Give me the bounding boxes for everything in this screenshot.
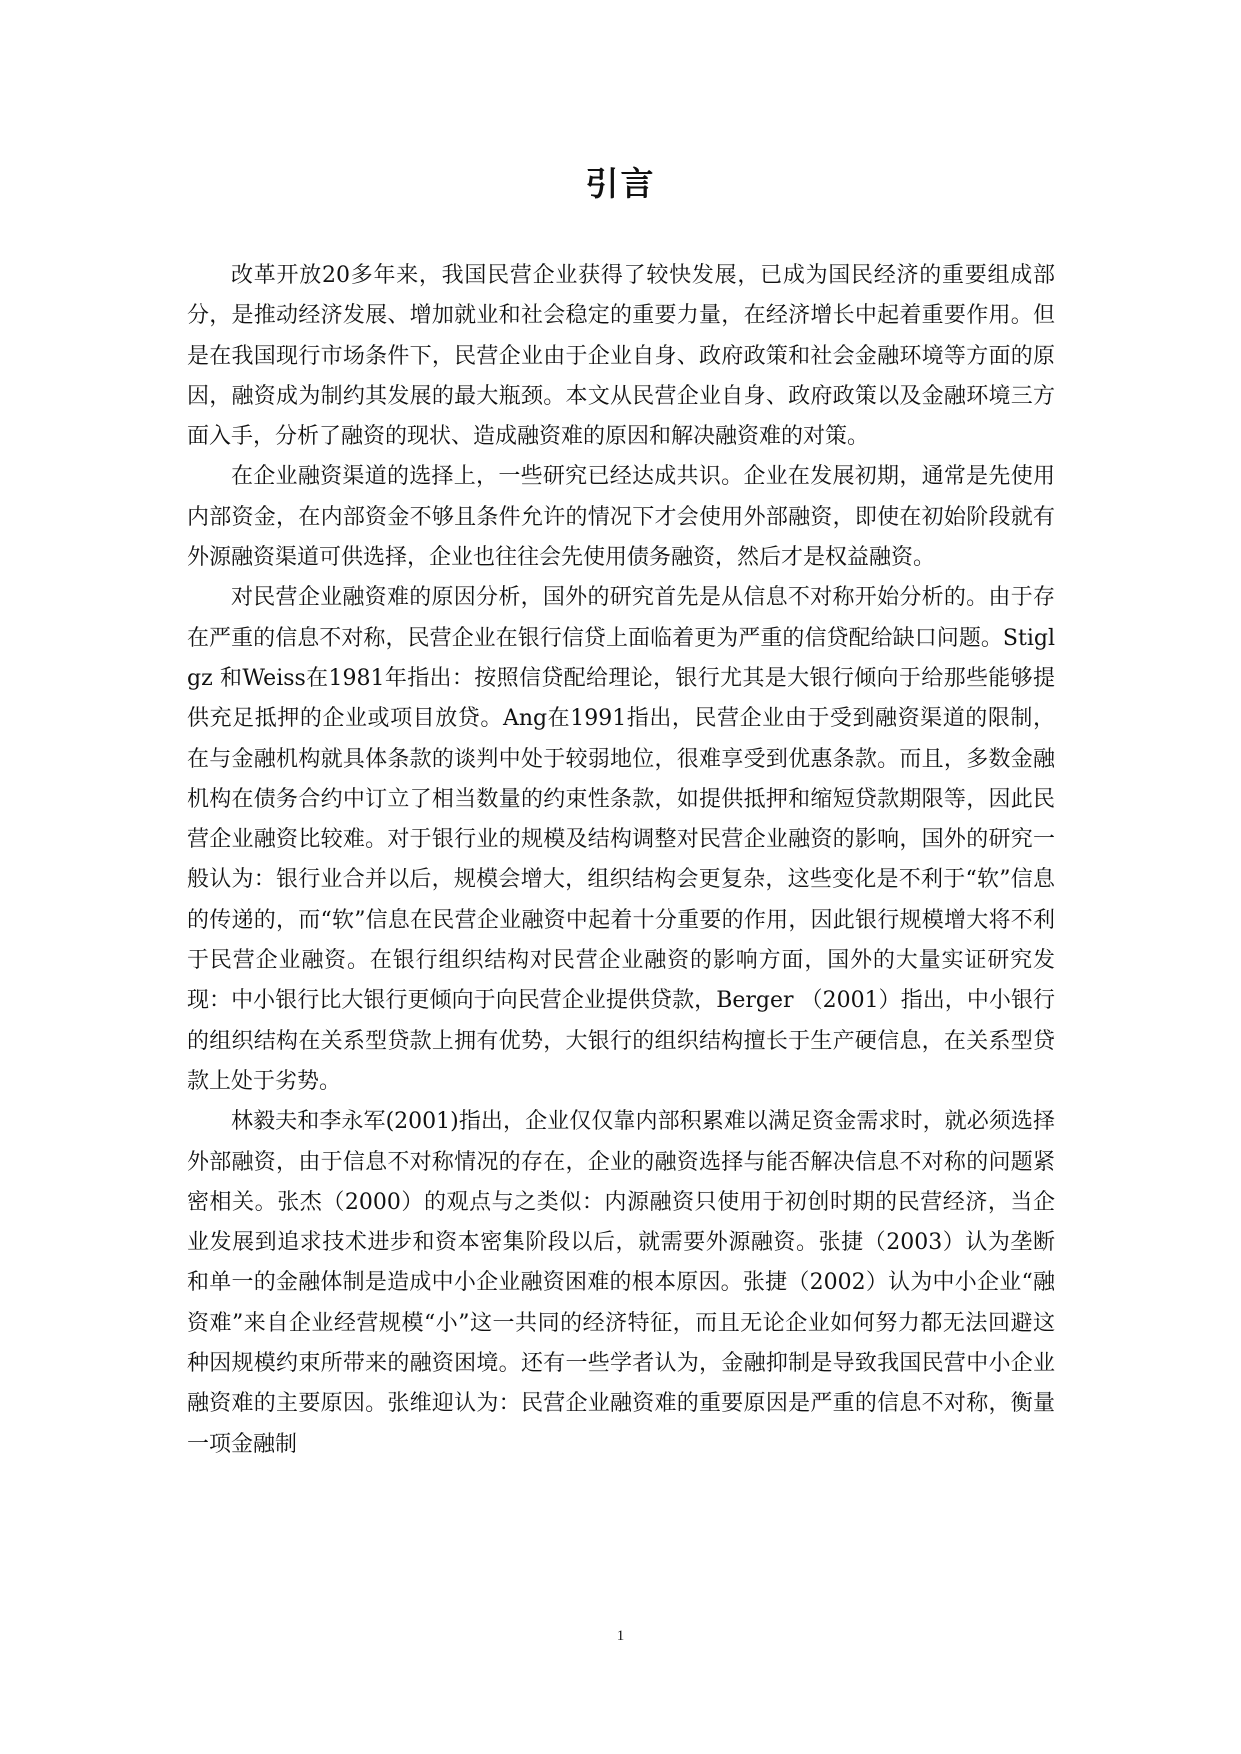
paragraph-4: 林毅夫和李永军(2001)指出，企业仅仅靠内部积累难以满足资金需求时，就必须选择外部融资，由于信息不对称情况的存在，企业的融资选择与能否解决信息不对称的问题紧密相关。张杰（2000）的观点与之类似：内源融资只使用于初创时期的民营经济，当企业发展到追求技术进步和资本密集阶段以后，就需要外源融资。张捷（2003）认为垄断和单一的金融体制是造成中小企业融资困难的根本原因。张捷（2002）认为中小企业“融资难”来自企业经营规模“小”这一共同的经济特征，而且无论企业如何努力都无法回避这种因规模约束所带来的融资困境。还有一些学者认为，金融抑制是导致我国民营中小企业融资难的主要原因。张维迎认为：民营企业融资难的重要原因是严重的信息不对称，衡量一项金融制	[187, 1109, 1055, 1457]
paragraph-1: 改革开放20多年来，我国民营企业获得了较快发展，已成为国民经济的重要组成部分，是推动经济发展、增加就业和社会稳定的重要力量，在经济增长中起着重要作用。但是在我国现行市场条件下，民营企业由于企业自身、政府政策和社会金融环境等方面的原因，融资成为制约其发展的最大瓶颈。本文从民营企业自身、政府政策以及金融环境三方面入手，分析了融资的现状、造成融资难的原因和解决融资难的对策。	[187, 263, 1055, 450]
body-text	[187, 256, 1055, 1465]
page-title: 引言	[585, 164, 656, 203]
paragraph-3: 对民营企业融资难的原因分析，国外的研究首先是从信息不对称开始分析的。由于存在严重的信息不对称，民营企业在银行信贷上面临着更为严重的信贷配给缺口问题。Stiglgz 和Weiss在1981年指出：按照信贷配给理论，银行尤其是大银行倾向于给那些能够提供充足抵押的企业或项目放贷。Ang在1991指出，民营企业由于受到融资渠道的限制，在与金融机构就具体条款的谈判中处于较弱地位，很难享受到优惠条款。而且，多数金融机构在债务合约中订立了相当数量的约束性条款，如提供抵押和缩短贷款期限等，因此民营企业融资比较难。对于银行业的规模及结构调整对民营企业融资的影响，国外的研究一般认为：银行业合并以后，规模会增大，组织结构会更复杂，这些变化是不利于“软”信息的传递的，而“软”信息在民营企业融资中起着十分重要的作用，因此银行规模增大将不利于民营企业融资。在银行组织结构对民营企业融资的影响方面，国外的大量实证研究发现：中小银行比大银行更倾向于向民营企业提供贷款，Berger （2001）指出，中小银行的组织结构在关系型贷款上拥有优势，大银行的组织结构擅长于生产硬信息，在关系型贷款上处于劣势。	[187, 585, 1055, 1094]
paragraph-2: 在企业融资渠道的选择上，一些研究已经达成共识。企业在发展初期，通常是先使用内部资金，在内部资金不够且条件允许的情况下才会使用外部融资，即使在初始阶段就有外源融资渠道可供选择，企业也往往会先使用债务融资，然后才是权益融资。	[187, 464, 1055, 571]
page-number: 1	[616, 1628, 625, 1644]
